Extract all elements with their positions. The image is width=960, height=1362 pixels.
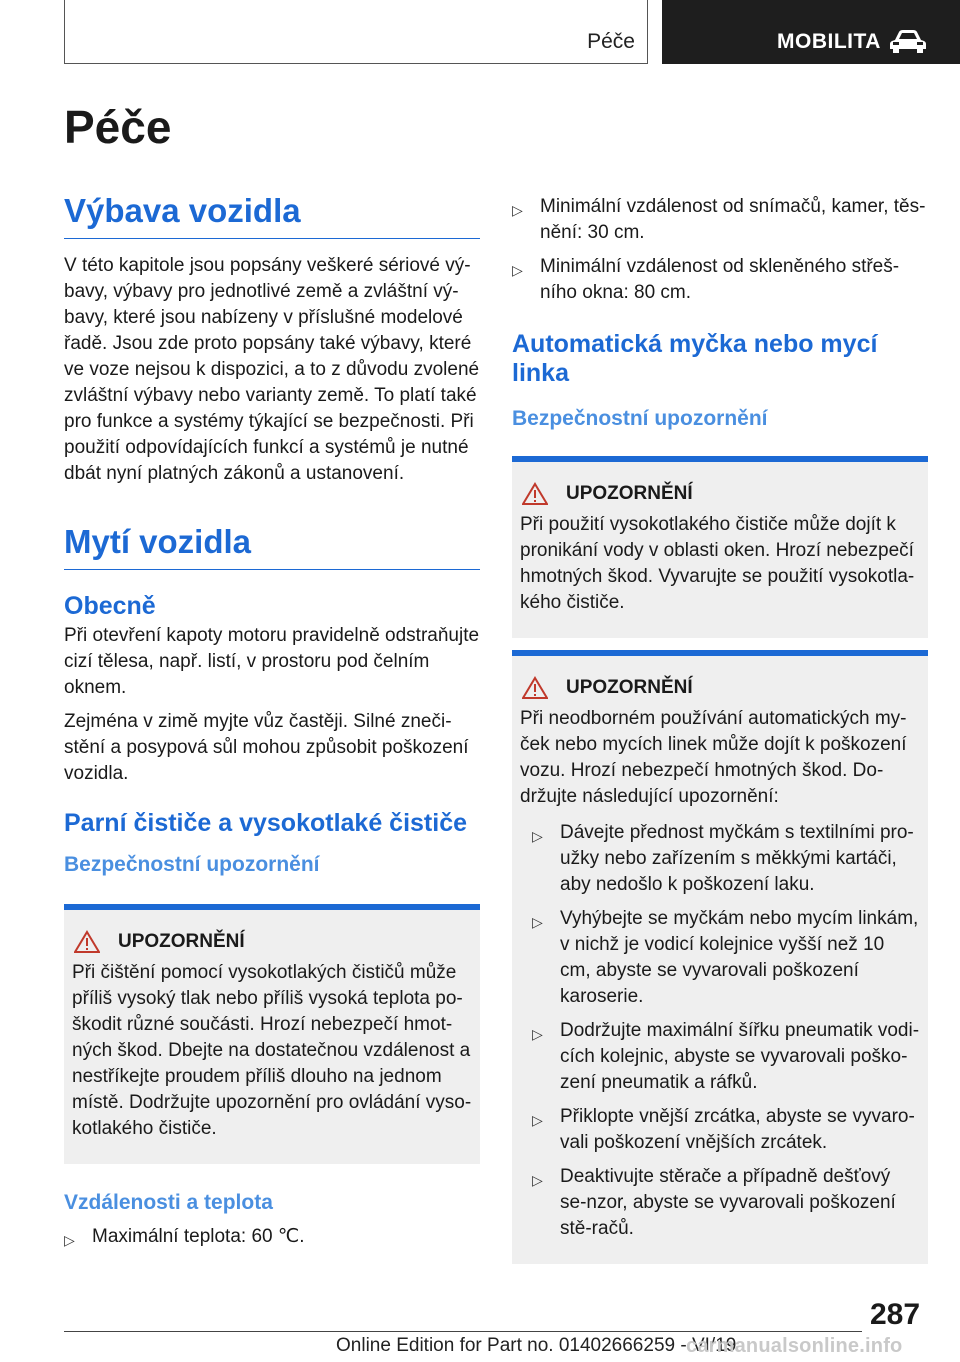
list-item-text: Přiklopte vnější zrcátka, abyste se vyvaro‐vali poškození vnějších zrcátek. bbox=[560, 1106, 915, 1153]
footer-edition: Online Edition for Part no. 01402666259 - VI/19 bbox=[336, 1335, 737, 1356]
list-item-text: Deaktivujte stěrače a případně dešťový se‐nzor, abyste se vyvarovali poškození stě‐račů. bbox=[560, 1166, 896, 1239]
header-tab-mobilita[interactable] bbox=[662, 0, 960, 64]
list-item-text: Minimální vzdálenost od skleněného střeš‐ního okna: 80 cm. bbox=[540, 256, 900, 303]
triangle-bullet-icon: ▷ bbox=[512, 202, 523, 218]
warning-header bbox=[72, 930, 472, 954]
list-item bbox=[520, 1164, 920, 1242]
car-icon bbox=[889, 28, 927, 54]
bullet-list bbox=[64, 1224, 480, 1250]
paragraph-obecne-1: Při otevření kapoty motoru pravidelně odstraňujte cizí tělesa, např. listí, v prostoru pod čelním oknem. bbox=[64, 625, 480, 698]
warning-triangle-icon bbox=[522, 482, 548, 506]
warning-header bbox=[520, 482, 920, 506]
warning-title: UPOZORNĚNÍ bbox=[566, 677, 693, 698]
triangle-bullet-icon: ▷ bbox=[532, 914, 543, 930]
left-column bbox=[64, 190, 480, 1250]
list-item bbox=[512, 254, 928, 306]
warning-title: UPOZORNĚNÍ bbox=[118, 931, 245, 952]
list-item bbox=[64, 1224, 480, 1250]
heading-bezpecnostni-upozorneni: Bezpečnostní upozornění bbox=[64, 853, 320, 876]
bullet-list bbox=[520, 820, 920, 1242]
header-section-title: Péče bbox=[587, 30, 635, 53]
triangle-bullet-icon: ▷ bbox=[532, 828, 543, 844]
list-item bbox=[520, 906, 920, 1010]
warning-text: Při použití vysokotlakého čističe může dojít k pronikání vody v oblasti oken. Hrozí nebezpečí hmotných škod. Vyvarujte se použití vysokotla‐kého čističe. bbox=[520, 514, 915, 613]
heading-vybava-vozidla: Výbava vozidla bbox=[64, 190, 480, 239]
warning-box bbox=[512, 650, 928, 1264]
heading-obecne: Obecně bbox=[64, 592, 156, 620]
page-number: 287 bbox=[870, 1298, 921, 1331]
list-item-text: Maximální teplota: 60 ℃. bbox=[92, 1226, 305, 1247]
list-item bbox=[520, 820, 920, 898]
warning-text: Při čištění pomocí vysokotlakých čističů může příliš vysoký tlak nebo příliš vysoká teplota po‐škodit různé součásti. Hrozí nebezpečí hmot‐ných škod. Dbejte na dostatečnou vzdálenost a nestříkejte proudem příliš dlouho na jednom místě. Dodržujte upozornění pro ovládání vyso‐kotlakého čističe. bbox=[72, 962, 472, 1139]
list-item bbox=[512, 194, 928, 246]
warning-triangle-icon bbox=[522, 676, 548, 700]
right-column bbox=[512, 190, 928, 1264]
heading-bezpecnostni-upozorneni: Bezpečnostní upozornění bbox=[512, 407, 768, 430]
footer-divider bbox=[64, 1331, 862, 1332]
warning-title: UPOZORNĚNÍ bbox=[566, 483, 693, 504]
list-item-text: Minimální vzdálenost od snímačů, kamer, těs‐nění: 30 cm. bbox=[540, 196, 926, 243]
header-section-box bbox=[64, 0, 648, 64]
page-title: Péče bbox=[64, 101, 172, 153]
list-item bbox=[520, 1104, 920, 1156]
heading-vzdalenosti-teplota: Vzdálenosti a teplota bbox=[64, 1191, 273, 1214]
heading-myti-vozidla: Mytí vozidla bbox=[64, 521, 480, 570]
bullet-list bbox=[512, 194, 928, 306]
paragraph-obecne-2: Zejména v zimě myjte vůz častěji. Silné zneči‐stění a posypová sůl mohou způsobit poškození vozidla. bbox=[64, 711, 469, 784]
heading-automaticka-mycka: Automatická myčka nebo mycí linka bbox=[512, 330, 878, 387]
triangle-bullet-icon: ▷ bbox=[532, 1112, 543, 1128]
warning-triangle-icon bbox=[74, 930, 100, 954]
warning-header bbox=[520, 676, 920, 700]
header-tab-label: MOBILITA bbox=[777, 30, 881, 53]
watermark: carmanualsonline.info bbox=[686, 1335, 903, 1357]
warning-box bbox=[512, 456, 928, 638]
triangle-bullet-icon: ▷ bbox=[64, 1232, 75, 1248]
triangle-bullet-icon: ▷ bbox=[512, 262, 523, 278]
list-item-text: Dávejte přednost myčkám s textilními pro‐užky nebo zařízením s měkkými kartáči, aby nedošlo k poškození laku. bbox=[560, 822, 914, 895]
heading-parni-cistice: Parní čističe a vysokotlaké čističe bbox=[64, 809, 468, 837]
list-item-text: Vyhýbejte se myčkám nebo mycím linkám, v nichž je vodicí kolejnice vyšší než 10 cm, abyste se vyvarovali poškození karoserie. bbox=[560, 908, 919, 1007]
triangle-bullet-icon: ▷ bbox=[532, 1172, 543, 1188]
triangle-bullet-icon: ▷ bbox=[532, 1026, 543, 1042]
warning-box bbox=[64, 904, 480, 1164]
list-item-text: Dodržujte maximální šířku pneumatik vodi‐cích kolejnic, abyste se vyvarovali poško‐zení pneumatik a ráfků. bbox=[560, 1020, 920, 1093]
list-item bbox=[520, 1018, 920, 1096]
warning-text: Při neodborném používání automatických my‐ček nebo mycích linek může dojít k poškození vozu. Hrozí nebezpečí hmotných škod. Do‐držujte následující upozornění: bbox=[520, 708, 907, 807]
paragraph-vybava: V této kapitole jsou popsány veškeré sériové vý‐bavy, výbavy pro jednotlivé země a zvláštní vý‐bavy, které jsou nabízeny v příslušné modelové řadě. Jsou zde proto popsány také výbavy, které ve voze nejsou k dispozici, a to z důvodu zvolené zvláštní výbavy nebo varianty země. To platí také pro funkce a systémy týkající se bezpečnosti. Při použití odpovídajících funkcí a systémů je nutné dbát nyní platných zákonů a ustanovení. bbox=[64, 255, 480, 484]
